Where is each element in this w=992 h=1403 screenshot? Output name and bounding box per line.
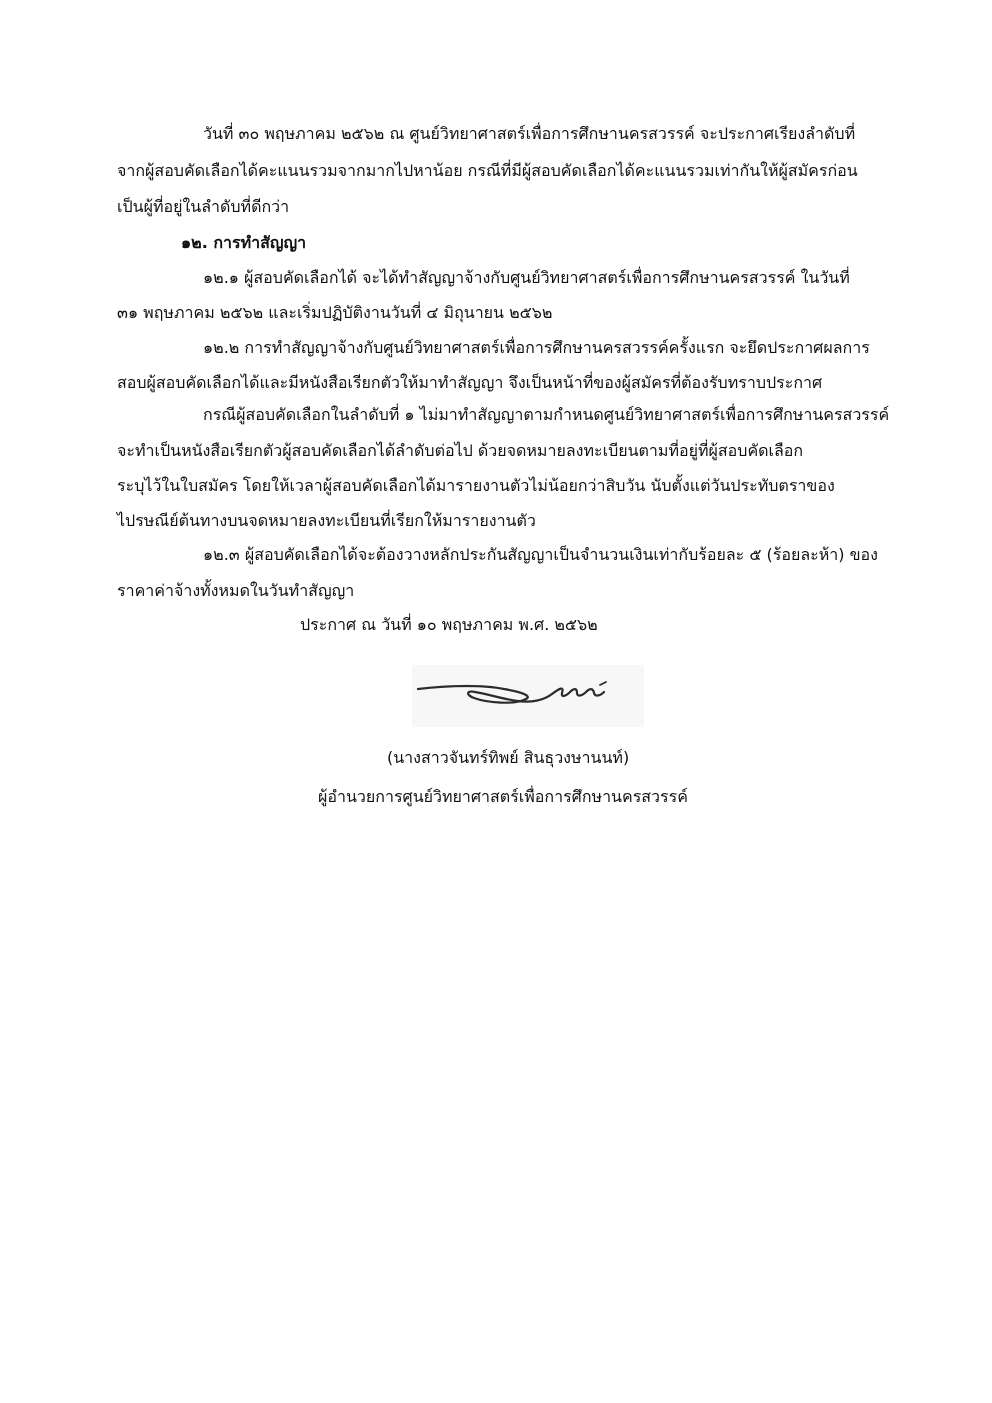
item2-line2: สอบผู้สอบคัดเลือกได้และมีหนังสือเรียกตัวให้มาทำสัญญา จึงเป็นหน้าที่ของผู้สมัครที่ต้องรับทราบประกาศ bbox=[117, 373, 823, 392]
item3-line1: ๑๒.๓ ผู้สอบคัดเลือกได้จะต้องวางหลักประกันสัญญาเป็นจำนวนเงินเท่ากับร้อยละ ๕ (ร้อยละห้า) ของ bbox=[203, 545, 878, 564]
item1-line2: ๓๑ พฤษภาคม ๒๕๖๒ และเริ่มปฏิบัติงานวันที่ ๔ มิถุนายน ๒๕๖๒ bbox=[117, 303, 553, 322]
item3-line2: ราคาค่าจ้างทั้งหมดในวันทำสัญญา bbox=[117, 581, 355, 600]
item2b-line3: ระบุไว้ในใบสมัคร โดยให้เวลาผู้สอบคัดเลือกได้มารายงานตัวไม่น้อยกว่าสิบวัน นับตั้งแต่วันประทับตราของ bbox=[117, 476, 835, 495]
para1-line2: จากผู้สอบคัดเลือกได้คะแนนรวมจากมากไปหาน้อย กรณีที่มีผู้สอบคัดเลือกได้คะแนนรวมเท่ากันให้ผู้สมัครก่อน bbox=[117, 161, 858, 180]
signature-icon bbox=[412, 665, 644, 727]
section-heading: ๑๒. การทำสัญญา bbox=[181, 233, 307, 252]
signer-name: (นางสาวจันทร์ทิพย์ สินธุวงษานนท์) bbox=[387, 748, 630, 767]
item2b-line2: จะทำเป็นหนังสือเรียกตัวผู้สอบคัดเลือกได้ลำดับต่อไป ด้วยจดหมายลงทะเบียนตามที่อยู่ที่ผู้สอบคัดเลือก bbox=[117, 441, 804, 460]
para1-line1: วันที่ ๓๐ พฤษภาคม ๒๕๖๒ ณ ศูนย์วิทยาศาสตร์เพื่อการศึกษานครสวรรค์ จะประกาศเรียงลำดับที่ bbox=[203, 124, 856, 143]
para1-line3: เป็นผู้ที่อยู่ในลำดับที่ดีกว่า bbox=[117, 197, 290, 216]
item1-line1: ๑๒.๑ ผู้สอบคัดเลือกได้ จะได้ทำสัญญาจ้างกับศูนย์วิทยาศาสตร์เพื่อการศึกษานครสวรรค์ ในวันที่ bbox=[203, 268, 850, 287]
item2b-line1: กรณีผู้สอบคัดเลือกในลำดับที่ ๑ ไม่มาทำสัญญาตามกำหนดศูนย์วิทยาศาสตร์เพื่อการศึกษานครสวรรค์ bbox=[203, 405, 890, 424]
signer-title: ผู้อำนวยการศูนย์วิทยาศาสตร์เพื่อการศึกษานครสวรรค์ bbox=[318, 787, 688, 806]
announcement-date: ประกาศ ณ วันที่ ๑๐ พฤษภาคม พ.ศ. ๒๕๖๒ bbox=[300, 615, 598, 634]
item2b-line4: ไปรษณีย์ต้นทางบนจดหมายลงทะเบียนที่เรียกให้มารายงานตัว bbox=[117, 511, 536, 530]
signature-image bbox=[412, 665, 644, 727]
item2-line1: ๑๒.๒ การทำสัญญาจ้างกับศูนย์วิทยาศาสตร์เพื่อการศึกษานครสวรรค์ครั้งแรก จะยึดประกาศผลการ bbox=[203, 338, 870, 357]
